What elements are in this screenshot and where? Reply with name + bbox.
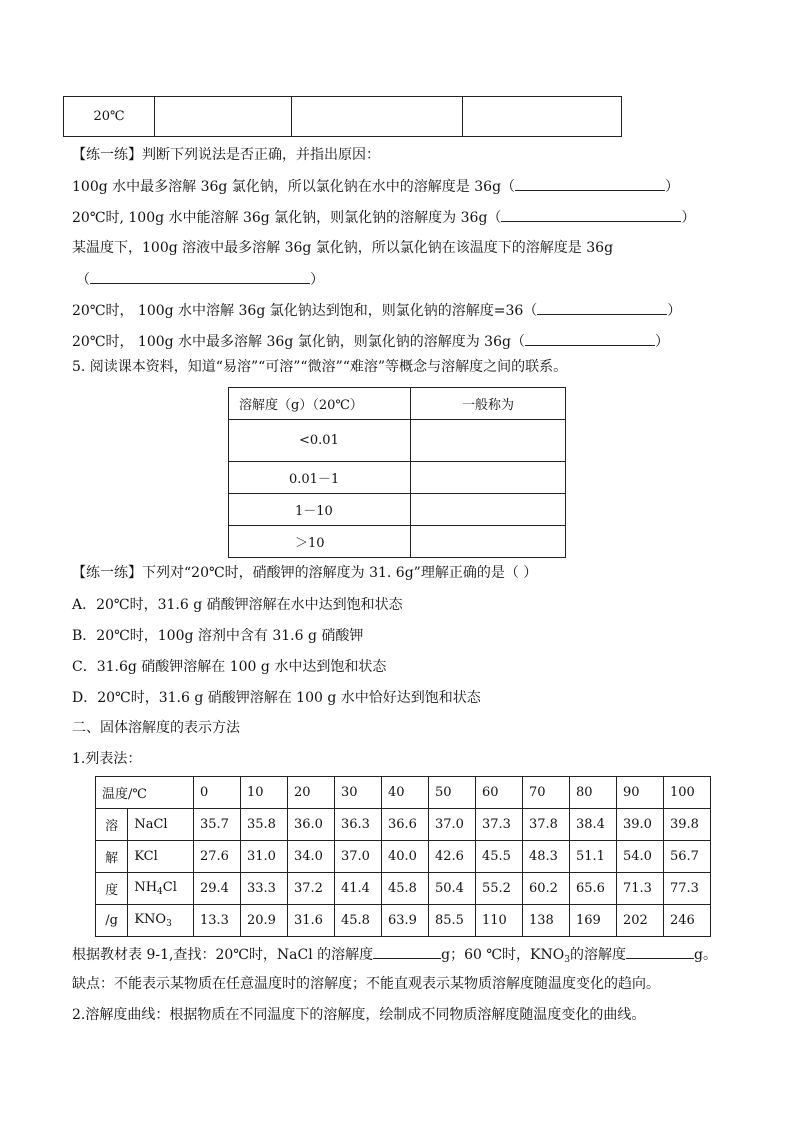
value-cell: 35.7	[194, 809, 241, 841]
top-table-cell-blank	[155, 97, 292, 137]
lookup-exercise: 根据教材表 9-1,查找：20℃时，NaCl 的溶解度 g；60 ℃时，$KNO_3$的溶解度 g。	[72, 944, 717, 970]
answer-blank[interactable]	[515, 176, 665, 191]
answer-blank[interactable]	[626, 944, 694, 959]
temperature-cell: 30	[335, 777, 382, 809]
temperature-cell: 20	[288, 777, 335, 809]
sol-table-range: ＞10	[229, 526, 411, 558]
value-cell: 65.6	[570, 873, 617, 905]
temperature-cell: 80	[570, 777, 617, 809]
side-label-char: 溶	[96, 809, 128, 841]
solubility-data-table	[95, 776, 711, 937]
temperature-cell: 90	[617, 777, 664, 809]
temperature-cell: 60	[476, 777, 523, 809]
substance-name: $KNO_3$	[128, 905, 194, 937]
value-cell: 60.2	[523, 873, 570, 905]
value-cell: 51.1	[570, 841, 617, 873]
practice1-item-5: 20℃时， 100g 水中最多溶解 36g 氯化钠，则氯化钠的溶解度为 36g（ ）	[72, 331, 669, 352]
value-cell: 36.6	[382, 809, 429, 841]
value-cell: 31.0	[241, 841, 288, 873]
sol-table-range: <0.01	[229, 420, 411, 462]
value-cell: 39.8	[664, 809, 711, 841]
value-cell: 50.4	[429, 873, 476, 905]
curve-method-text: 2.溶解度曲线：根据物质在不同温度下的溶解度，绘制成不同物质溶解度随温度变化的曲线。	[72, 1007, 646, 1023]
practice2-option-b[interactable]: B．20℃时，100g 溶剂中含有 31.6 g 硝酸钾	[72, 628, 364, 644]
value-cell: 36.3	[335, 809, 382, 841]
value-cell: 42.6	[429, 841, 476, 873]
value-cell: 56.7	[664, 841, 711, 873]
sol-table-range: 0.01－1	[229, 462, 411, 494]
side-label-char: 解	[96, 841, 128, 873]
value-cell: 71.3	[617, 873, 664, 905]
value-cell: 37.8	[523, 809, 570, 841]
value-cell: 27.6	[194, 841, 241, 873]
practice1-heading: 【练一练】判断下列说法是否正确，并指出原因：	[72, 147, 380, 163]
temperature-cell: 40	[382, 777, 429, 809]
value-cell: 45.8	[335, 905, 382, 937]
value-cell: 45.8	[382, 873, 429, 905]
value-cell: 85.5	[429, 905, 476, 937]
substance-name: $NH_4Cl$	[128, 873, 194, 905]
practice1-item-4: 20℃时， 100g 水中溶解 36g 氯化钠达到饱和，则氯化钠的溶解度=36（ ）	[72, 300, 681, 321]
answer-blank[interactable]	[90, 269, 310, 284]
value-cell: 36.0	[288, 809, 335, 841]
value-cell: 77.3	[664, 873, 711, 905]
shortcoming-text: 缺点：不能表示某物质在任意温度时的溶解度；不能直观表示某物质溶解度随温度变化的趋向。	[72, 976, 660, 992]
top-table-cell-blank	[292, 97, 463, 137]
value-cell: 38.4	[570, 809, 617, 841]
temperature-header: 温度/℃	[96, 777, 194, 809]
value-cell: 63.9	[382, 905, 429, 937]
value-cell: 29.4	[194, 873, 241, 905]
sol-table-blank	[411, 494, 566, 526]
side-label-char: /g	[96, 905, 128, 937]
section2-heading: 二、固体溶解度的表示方法	[72, 720, 240, 736]
practice2-option-c[interactable]: C．31.6g 硝酸钾溶解在 100 g 水中达到饱和状态	[72, 659, 387, 675]
value-cell: 20.9	[241, 905, 288, 937]
practice1-item-1: 100g 水中最多溶解 36g 氯化钠，所以氯化钠在水中的溶解度是 36g（ ）	[72, 176, 679, 197]
value-cell: 40.0	[382, 841, 429, 873]
section5-text: 5. 阅读课本资料，知道“易溶”“可溶”“微溶”“难溶”等概念与溶解度之间的联系。	[72, 359, 568, 375]
substance-name: NaCl	[128, 809, 194, 841]
answer-blank[interactable]	[537, 300, 667, 315]
value-cell: 138	[523, 905, 570, 937]
temperature-cell: 100	[664, 777, 711, 809]
value-cell: 169	[570, 905, 617, 937]
value-cell: 37.2	[288, 873, 335, 905]
value-cell: 13.3	[194, 905, 241, 937]
temperature-cell: 10	[241, 777, 288, 809]
practice1-item-3-answer: （ ）	[76, 269, 324, 290]
value-cell: 48.3	[523, 841, 570, 873]
list-method-label: 1.列表法：	[72, 751, 142, 767]
value-cell: 110	[476, 905, 523, 937]
sol-table-header: 溶解度（g）（20℃）	[229, 388, 411, 420]
value-cell: 41.4	[335, 873, 382, 905]
practice1-item-3: 某温度下，100g 溶液中最多溶解 36g 氯化钠，所以氯化钠在该温度下的溶解度是 36g	[72, 240, 614, 256]
value-cell: 35.8	[241, 809, 288, 841]
value-cell: 54.0	[617, 841, 664, 873]
top-table-cell-blank	[463, 97, 622, 137]
value-cell: 39.0	[617, 809, 664, 841]
temperature-cell: 70	[523, 777, 570, 809]
sol-table-blank	[411, 526, 566, 558]
value-cell: 34.0	[288, 841, 335, 873]
practice2-option-d[interactable]: D．20℃时，31.6 g 硝酸钾溶解在 100 g 水中恰好达到饱和状态	[72, 690, 481, 706]
value-cell: 37.0	[335, 841, 382, 873]
practice2-question: 【练一练】下列对“20℃时，硝酸钾的溶解度为 31. 6g”理解正确的是（ ）	[72, 565, 538, 581]
sol-table-range: 1－10	[229, 494, 411, 526]
temperature-cell: 50	[429, 777, 476, 809]
temperature-cell: 0	[194, 777, 241, 809]
answer-blank[interactable]	[525, 331, 655, 346]
value-cell: 202	[617, 905, 664, 937]
top-table-cell-temp: 20℃	[64, 97, 155, 137]
answer-blank[interactable]	[373, 944, 441, 959]
sol-table-blank	[411, 420, 566, 462]
solubility-class-table	[228, 387, 566, 558]
practice2-option-a[interactable]: A．20℃时，31.6 g 硝酸钾溶解在水中达到饱和状态	[72, 597, 403, 613]
value-cell: 246	[664, 905, 711, 937]
value-cell: 45.5	[476, 841, 523, 873]
value-cell: 33.3	[241, 873, 288, 905]
sol-table-blank	[411, 462, 566, 494]
practice1-item-2: 20℃时, 100g 水中能溶解 36g 氯化钠，则氯化钠的溶解度为 36g（ ）	[72, 207, 695, 228]
answer-blank[interactable]	[501, 207, 681, 222]
value-cell: 37.0	[429, 809, 476, 841]
sol-table-header: 一般称为	[411, 388, 566, 420]
value-cell: 31.6	[288, 905, 335, 937]
top-table	[63, 96, 622, 137]
value-cell: 55.2	[476, 873, 523, 905]
substance-name: KCl	[128, 841, 194, 873]
value-cell: 37.3	[476, 809, 523, 841]
side-label-char: 度	[96, 873, 128, 905]
